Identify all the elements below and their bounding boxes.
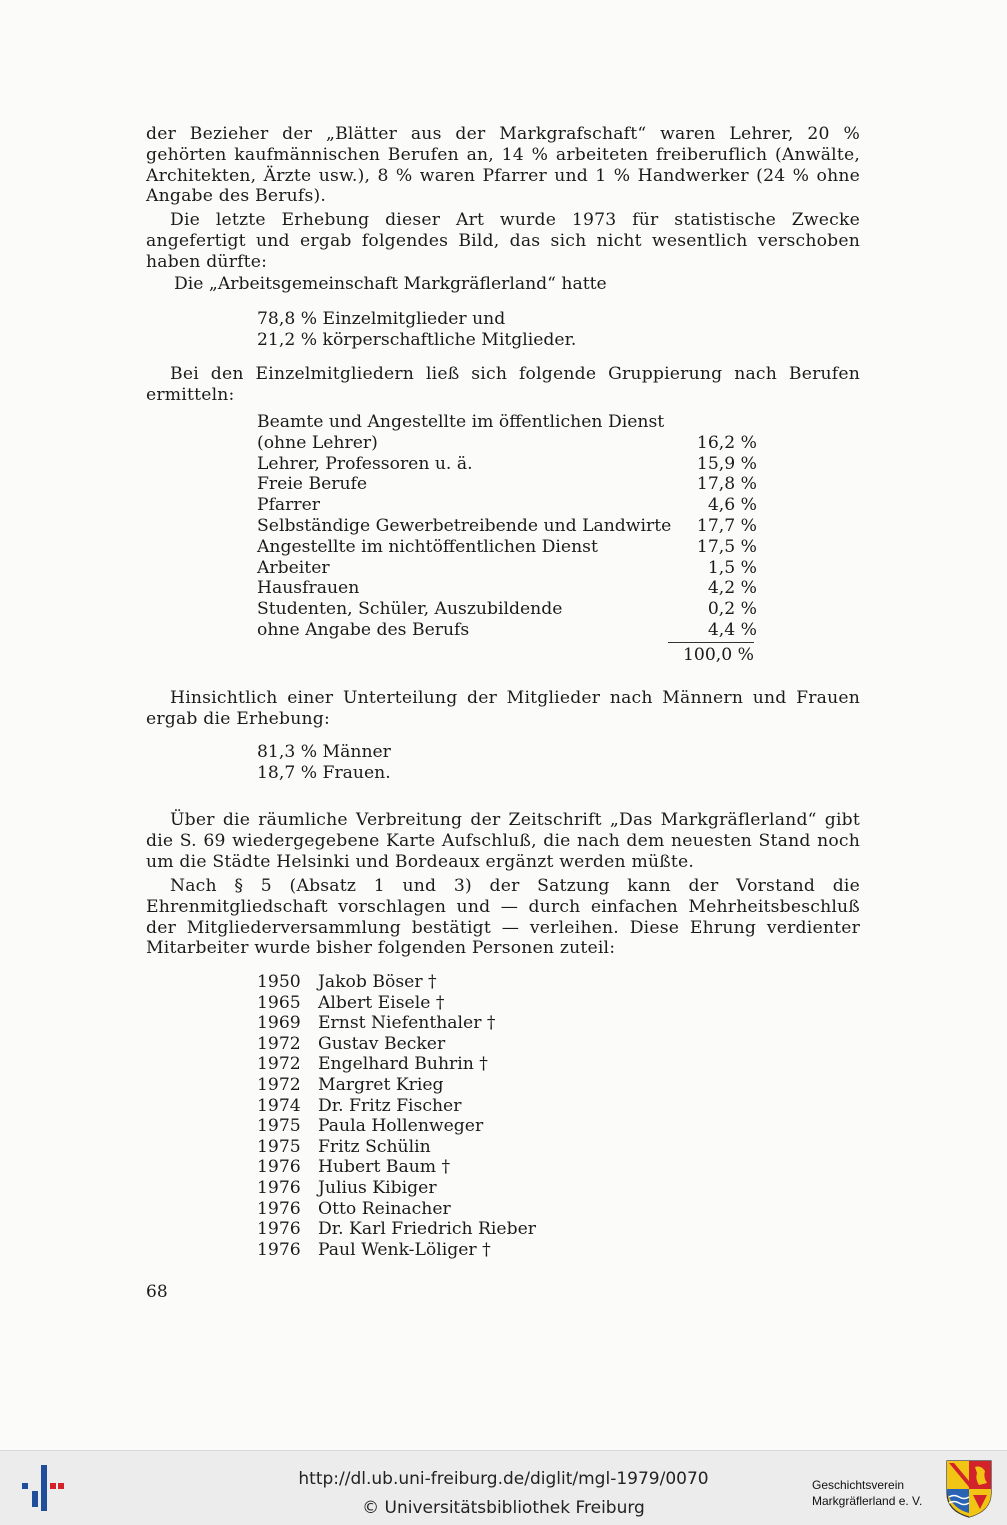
profession-label: Arbeiter: [257, 557, 330, 578]
list-item: [257, 1116, 536, 1137]
profession-label: Hausfrauen: [257, 578, 360, 599]
list-item: [257, 1034, 536, 1055]
list-item: [257, 1199, 536, 1220]
profession-value: 4,6 %: [707, 495, 757, 516]
membership-list: [257, 309, 576, 351]
honor-year: 1976: [257, 1219, 301, 1240]
membership-item: 21,2 % körperschaftliche Mitglieder.: [257, 329, 577, 350]
list-item: [257, 993, 536, 1014]
list-item: [257, 1219, 536, 1240]
profession-label: Selbständige Gewerbetreibende und Landwirte: [257, 515, 672, 536]
sum-rule: [668, 642, 754, 643]
honor-year: 1975: [257, 1136, 301, 1157]
profession-value: 17,8 %: [696, 474, 757, 495]
profession-label: ohne Angabe des Berufs: [257, 619, 470, 640]
honor-name: Jakob Böser †: [318, 972, 437, 992]
table-row: [257, 412, 757, 433]
list-item: [257, 1157, 536, 1178]
paragraph-1: der Bezieher der „Blätter aus der Markgrafschaft“ waren Lehrer, 20 % gehörten kaufmännischen Berufen an, 14 % arbeiteten freiberuflich (Anwälte, Architekten, Ärzte usw.), 8 % waren Pfarrer und 1 % Handwerker (24 % ohne Angabe des Berufs).: [146, 124, 860, 207]
list-item: [257, 1013, 536, 1034]
profession-value: 4,2 %: [707, 578, 757, 599]
honor-name: Engelhard Buhrin †: [318, 1054, 488, 1075]
profession-label: Lehrer, Professoren u. ä.: [257, 453, 473, 474]
table-row: [257, 474, 757, 495]
profession-value: 17,5 %: [696, 536, 757, 557]
honor-name: Paul Wenk-Löliger †: [318, 1239, 491, 1260]
permalink-url[interactable]: http://dl.ub.uni-freiburg.de/diglit/mgl-1979/0070: [298, 1469, 709, 1489]
honor-name: Fritz Schülin: [318, 1136, 431, 1157]
table-row: [257, 433, 757, 454]
list-item: [257, 972, 536, 993]
honor-name: Albert Eisele †: [318, 992, 445, 1013]
paragraph-honors: [146, 876, 860, 959]
honor-name: Margret Krieg: [318, 1074, 444, 1095]
honor-year: 1976: [257, 1198, 301, 1219]
paragraph-5: Hinsichtlich einer Unterteilung der Mitglieder nach Männern und Frauen ergab die Erhebung:: [146, 688, 860, 729]
honor-name: Dr. Karl Friedrich Rieber: [318, 1219, 536, 1240]
profession-label: Beamte und Angestellte im öffentlichen Dienst: [257, 412, 665, 432]
honor-name: Ernst Niefenthaler †: [318, 1013, 496, 1034]
honor-name: Dr. Fritz Fischer: [318, 1095, 462, 1116]
honor-name: Otto Reinacher: [318, 1198, 451, 1219]
table-row: [257, 599, 757, 620]
coat-of-arms-icon[interactable]: [945, 1459, 993, 1519]
honor-year: 1974: [257, 1095, 301, 1116]
profession-value: 0,2 %: [707, 599, 757, 620]
honor-year: 1976: [257, 1157, 301, 1178]
honor-year: 1976: [257, 1177, 301, 1198]
list-item: [257, 1240, 536, 1261]
table-row: [257, 516, 757, 537]
membership-intro: Die „Arbeitsgemeinschaft Markgräflerland“ hatte: [174, 274, 607, 294]
profession-value: 1,5 %: [707, 557, 757, 578]
paragraph-grouping: [146, 364, 860, 406]
copyright-text: © Universitätsbibliothek Freiburg: [362, 1498, 645, 1518]
list-item: [257, 1075, 536, 1096]
honor-year: 1950: [257, 972, 301, 992]
paragraph-7: Nach § 5 (Absatz 1 und 3) der Satzung kann der Vorstand die Ehrenmitgliedschaft vorschlagen und — durch einfachen Mehrheitsbeschluß der Mitgliederversammlung bestätigt — verleihen. Diese Ehrung verdienter Mitarbeiter wurde bisher folgenden Personen zuteil:: [146, 876, 860, 959]
profession-total: 100,0 %: [683, 645, 754, 665]
profession-value: 15,9 %: [696, 453, 757, 474]
profession-table: [257, 412, 757, 641]
paragraph-survey: [146, 210, 860, 272]
list-item: [257, 1054, 536, 1075]
list-item: [257, 1178, 536, 1199]
honor-year: 1972: [257, 1054, 301, 1075]
paragraph-6: Über die räumliche Verbreitung der Zeitschrift „Das Markgräflerland“ gibt die S. 69 wiedergegebene Karte Aufschluß, die nach dem neuesten Stand noch um die Städte Helsinki und Bordeaux ergänzt werden müßte.: [146, 810, 860, 872]
honor-year: 1976: [257, 1239, 301, 1260]
paragraph-distribution: [146, 810, 860, 872]
list-item: [257, 1096, 536, 1117]
honor-year: 1965: [257, 992, 301, 1013]
table-row: [257, 620, 757, 641]
table-row: [257, 558, 757, 579]
page-number: 68: [146, 1282, 168, 1302]
profession-label: Angestellte im nichtöffentlichen Dienst: [257, 536, 598, 557]
honor-name: Hubert Baum †: [318, 1157, 451, 1178]
honor-name: Julius Kibiger: [318, 1177, 437, 1198]
profession-value: 4,4 %: [707, 619, 757, 640]
profession-value: 16,2 %: [696, 432, 757, 453]
honor-year: 1975: [257, 1116, 301, 1137]
paragraph-intro: [146, 124, 860, 207]
table-row: [257, 495, 757, 516]
paragraph-gender: [146, 688, 860, 730]
honorary-members-list: [257, 972, 536, 1260]
honor-year: 1969: [257, 1013, 301, 1034]
paragraph-4: Bei den Einzelmitgliedern ließ sich folgende Gruppierung nach Berufen ermitteln:: [146, 364, 860, 405]
profession-label: Freie Berufe: [257, 474, 368, 495]
honor-year: 1972: [257, 1033, 301, 1054]
profession-value: 17,7 %: [696, 515, 757, 536]
table-row: [257, 578, 757, 599]
honor-name: Gustav Becker: [318, 1033, 446, 1054]
association-name: [812, 1477, 922, 1509]
association-line: Markgräflerland e. V.: [812, 1494, 923, 1508]
profession-label: Studenten, Schüler, Auszubildende: [257, 599, 563, 620]
gender-item: 81,3 % Männer: [257, 742, 391, 762]
honor-name: Paula Hollenweger: [318, 1116, 484, 1137]
paragraph-2: Die letzte Erhebung dieser Art wurde 1973 für statistische Zwecke angefertigt und ergab folgendes Bild, das sich nicht wesentlich verschoben haben dürfte:: [146, 210, 860, 272]
association-line: Geschichtsverein: [812, 1478, 905, 1492]
gender-list: [257, 742, 391, 784]
list-item: [257, 1137, 536, 1158]
table-row: [257, 454, 757, 475]
membership-item: 78,8 % Einzelmitglieder und: [257, 309, 506, 329]
footer-bar: [0, 1450, 1007, 1525]
table-row: [257, 537, 757, 558]
honor-year: 1972: [257, 1074, 301, 1095]
gender-item: 18,7 % Frauen.: [257, 762, 391, 783]
profession-label: Pfarrer: [257, 495, 320, 516]
profession-label: (ohne Lehrer): [257, 432, 378, 453]
